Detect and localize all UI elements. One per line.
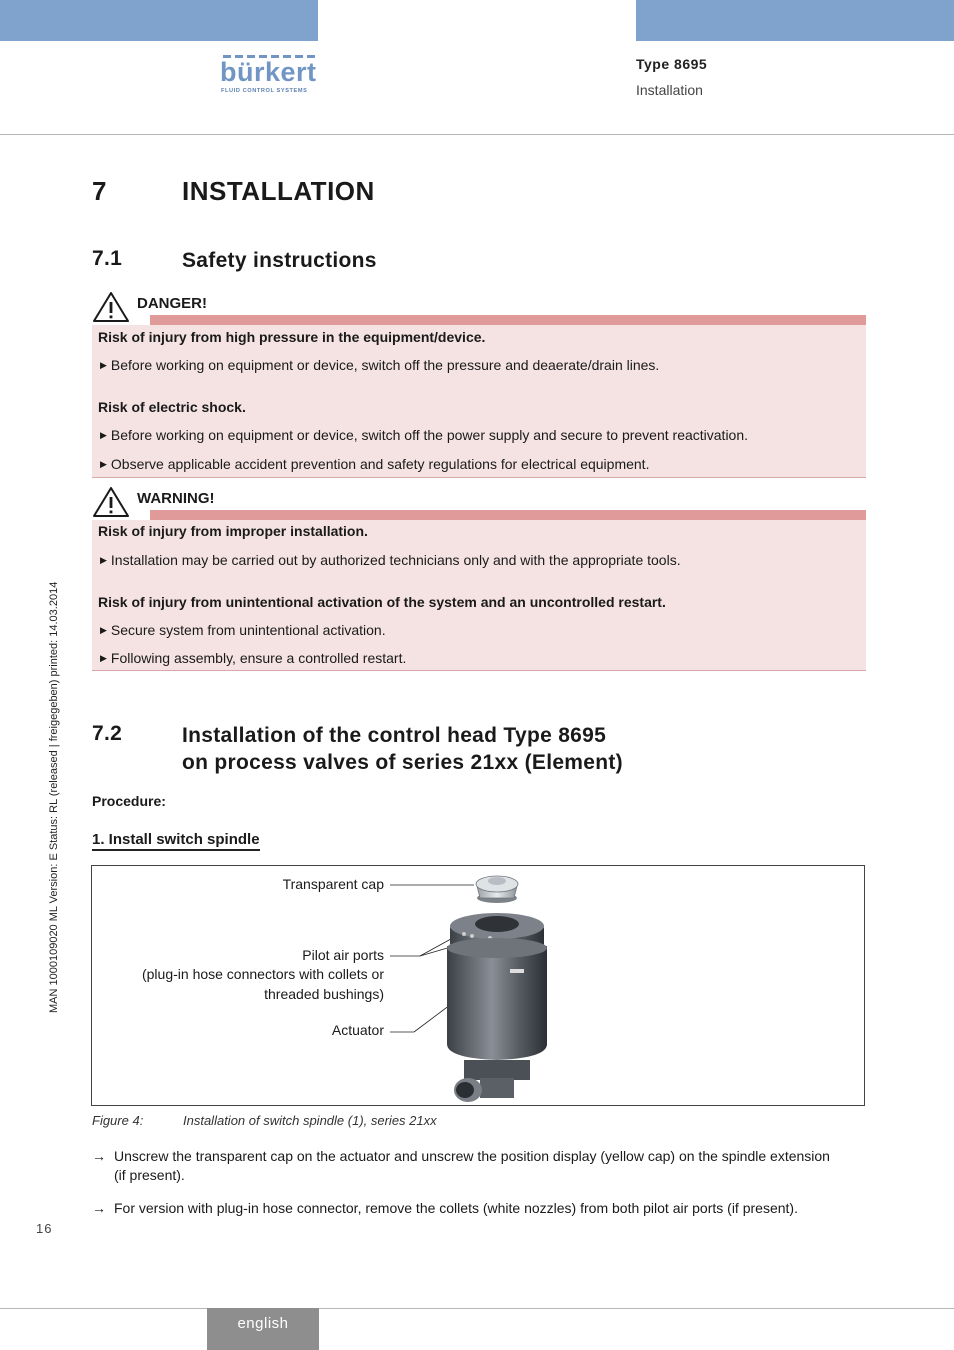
warning-label: WARNING!	[137, 490, 215, 507]
warning-item: ▶ Installation may be carried out by authorized technicians only and with the appropriate tools.	[100, 552, 681, 568]
warning-item: ▶ Following assembly, ensure a controlled restart.	[100, 650, 407, 666]
warning-subheading: Risk of injury from unintentional activation of the system and an uncontrolled restart.	[98, 594, 666, 610]
danger-item: ▶ Observe applicable accident prevention and safety regulations for electrical equipment.	[100, 456, 650, 472]
burkert-logo	[220, 55, 320, 97]
procedure-label: Procedure:	[92, 793, 166, 809]
danger-subheading: Risk of electric shock.	[98, 399, 246, 415]
logo-tagline: FLUID CONTROL SYSTEMS	[221, 88, 308, 94]
step-heading: 1. Install switch spindle	[92, 831, 260, 851]
section-title-line2: on process valves of series 21xx (Element)	[182, 751, 623, 774]
language-tab: english	[207, 1308, 319, 1350]
arrow-icon: →	[92, 1148, 106, 1164]
section-title-line1: Installation of the control head Type 8695	[182, 724, 607, 747]
arrow-icon: →	[92, 1200, 106, 1216]
figure-label-actuator: Actuator	[331, 1022, 384, 1038]
danger-subheading: Risk of injury from high pressure in the equipment/device.	[98, 329, 486, 345]
instruction-text: For version with plug-in hose connector, remove the collets (white nozzles) from both pilot air ports (if present).	[114, 1200, 798, 1216]
header-band-left	[0, 0, 318, 41]
section-number: 7.1	[92, 247, 123, 270]
document-section: Installation	[636, 82, 703, 98]
page-number: 16	[36, 1221, 53, 1236]
danger-box	[92, 325, 866, 478]
warning-box	[92, 520, 866, 671]
footer-divider	[0, 1308, 954, 1309]
logo-wordmark: bürkert	[220, 57, 317, 87]
figure-label-transparent-cap: Transparent cap	[282, 876, 384, 892]
sidebar-document-info: MAN 1000109020 ML Version: E Status: RL (released | freigegeben) printed: 14.03.2014	[48, 581, 60, 1013]
section-number: 7.2	[92, 722, 123, 745]
figure-caption-number: Figure 4:	[92, 1113, 144, 1128]
danger-bar	[150, 315, 866, 325]
warning-subheading: Risk of injury from improper installation.	[98, 523, 368, 539]
chapter-number: 7	[92, 176, 107, 206]
section-title: Safety instructions	[182, 249, 377, 272]
header-divider	[0, 134, 954, 135]
warning-bar	[150, 510, 866, 520]
figure-label-pilot-air-ports-detail: threaded bushings)	[264, 986, 384, 1002]
figure-caption-text: Installation of switch spindle (1), series 21xx	[183, 1113, 437, 1128]
chapter-title: INSTALLATION	[182, 176, 375, 206]
figure-label-pilot-air-ports-detail: (plug-in hose connectors with collets or	[141, 966, 384, 982]
warning-item: ▶ Secure system from unintentional activation.	[100, 622, 386, 638]
danger-item: ▶ Before working on equipment or device, switch off the power supply and secure to prevent reactivation.	[100, 427, 749, 443]
danger-label: DANGER!	[137, 295, 207, 312]
figure-label-pilot-air-ports: Pilot air ports	[302, 947, 384, 963]
document-type: Type 8695	[636, 56, 708, 72]
danger-warning-icon	[92, 291, 130, 323]
danger-item: ▶ Before working on equipment or device, switch off the pressure and deaerate/drain lines.	[100, 357, 660, 373]
header-band-right	[636, 0, 954, 41]
actuator-illustration	[92, 866, 864, 1105]
figure-box	[91, 865, 865, 1106]
warning-icon	[92, 486, 130, 518]
instruction-text: Unscrew the transparent cap on the actuator and unscrew the position display (yellow cap) on the spindle extension (if present).	[114, 1148, 830, 1183]
